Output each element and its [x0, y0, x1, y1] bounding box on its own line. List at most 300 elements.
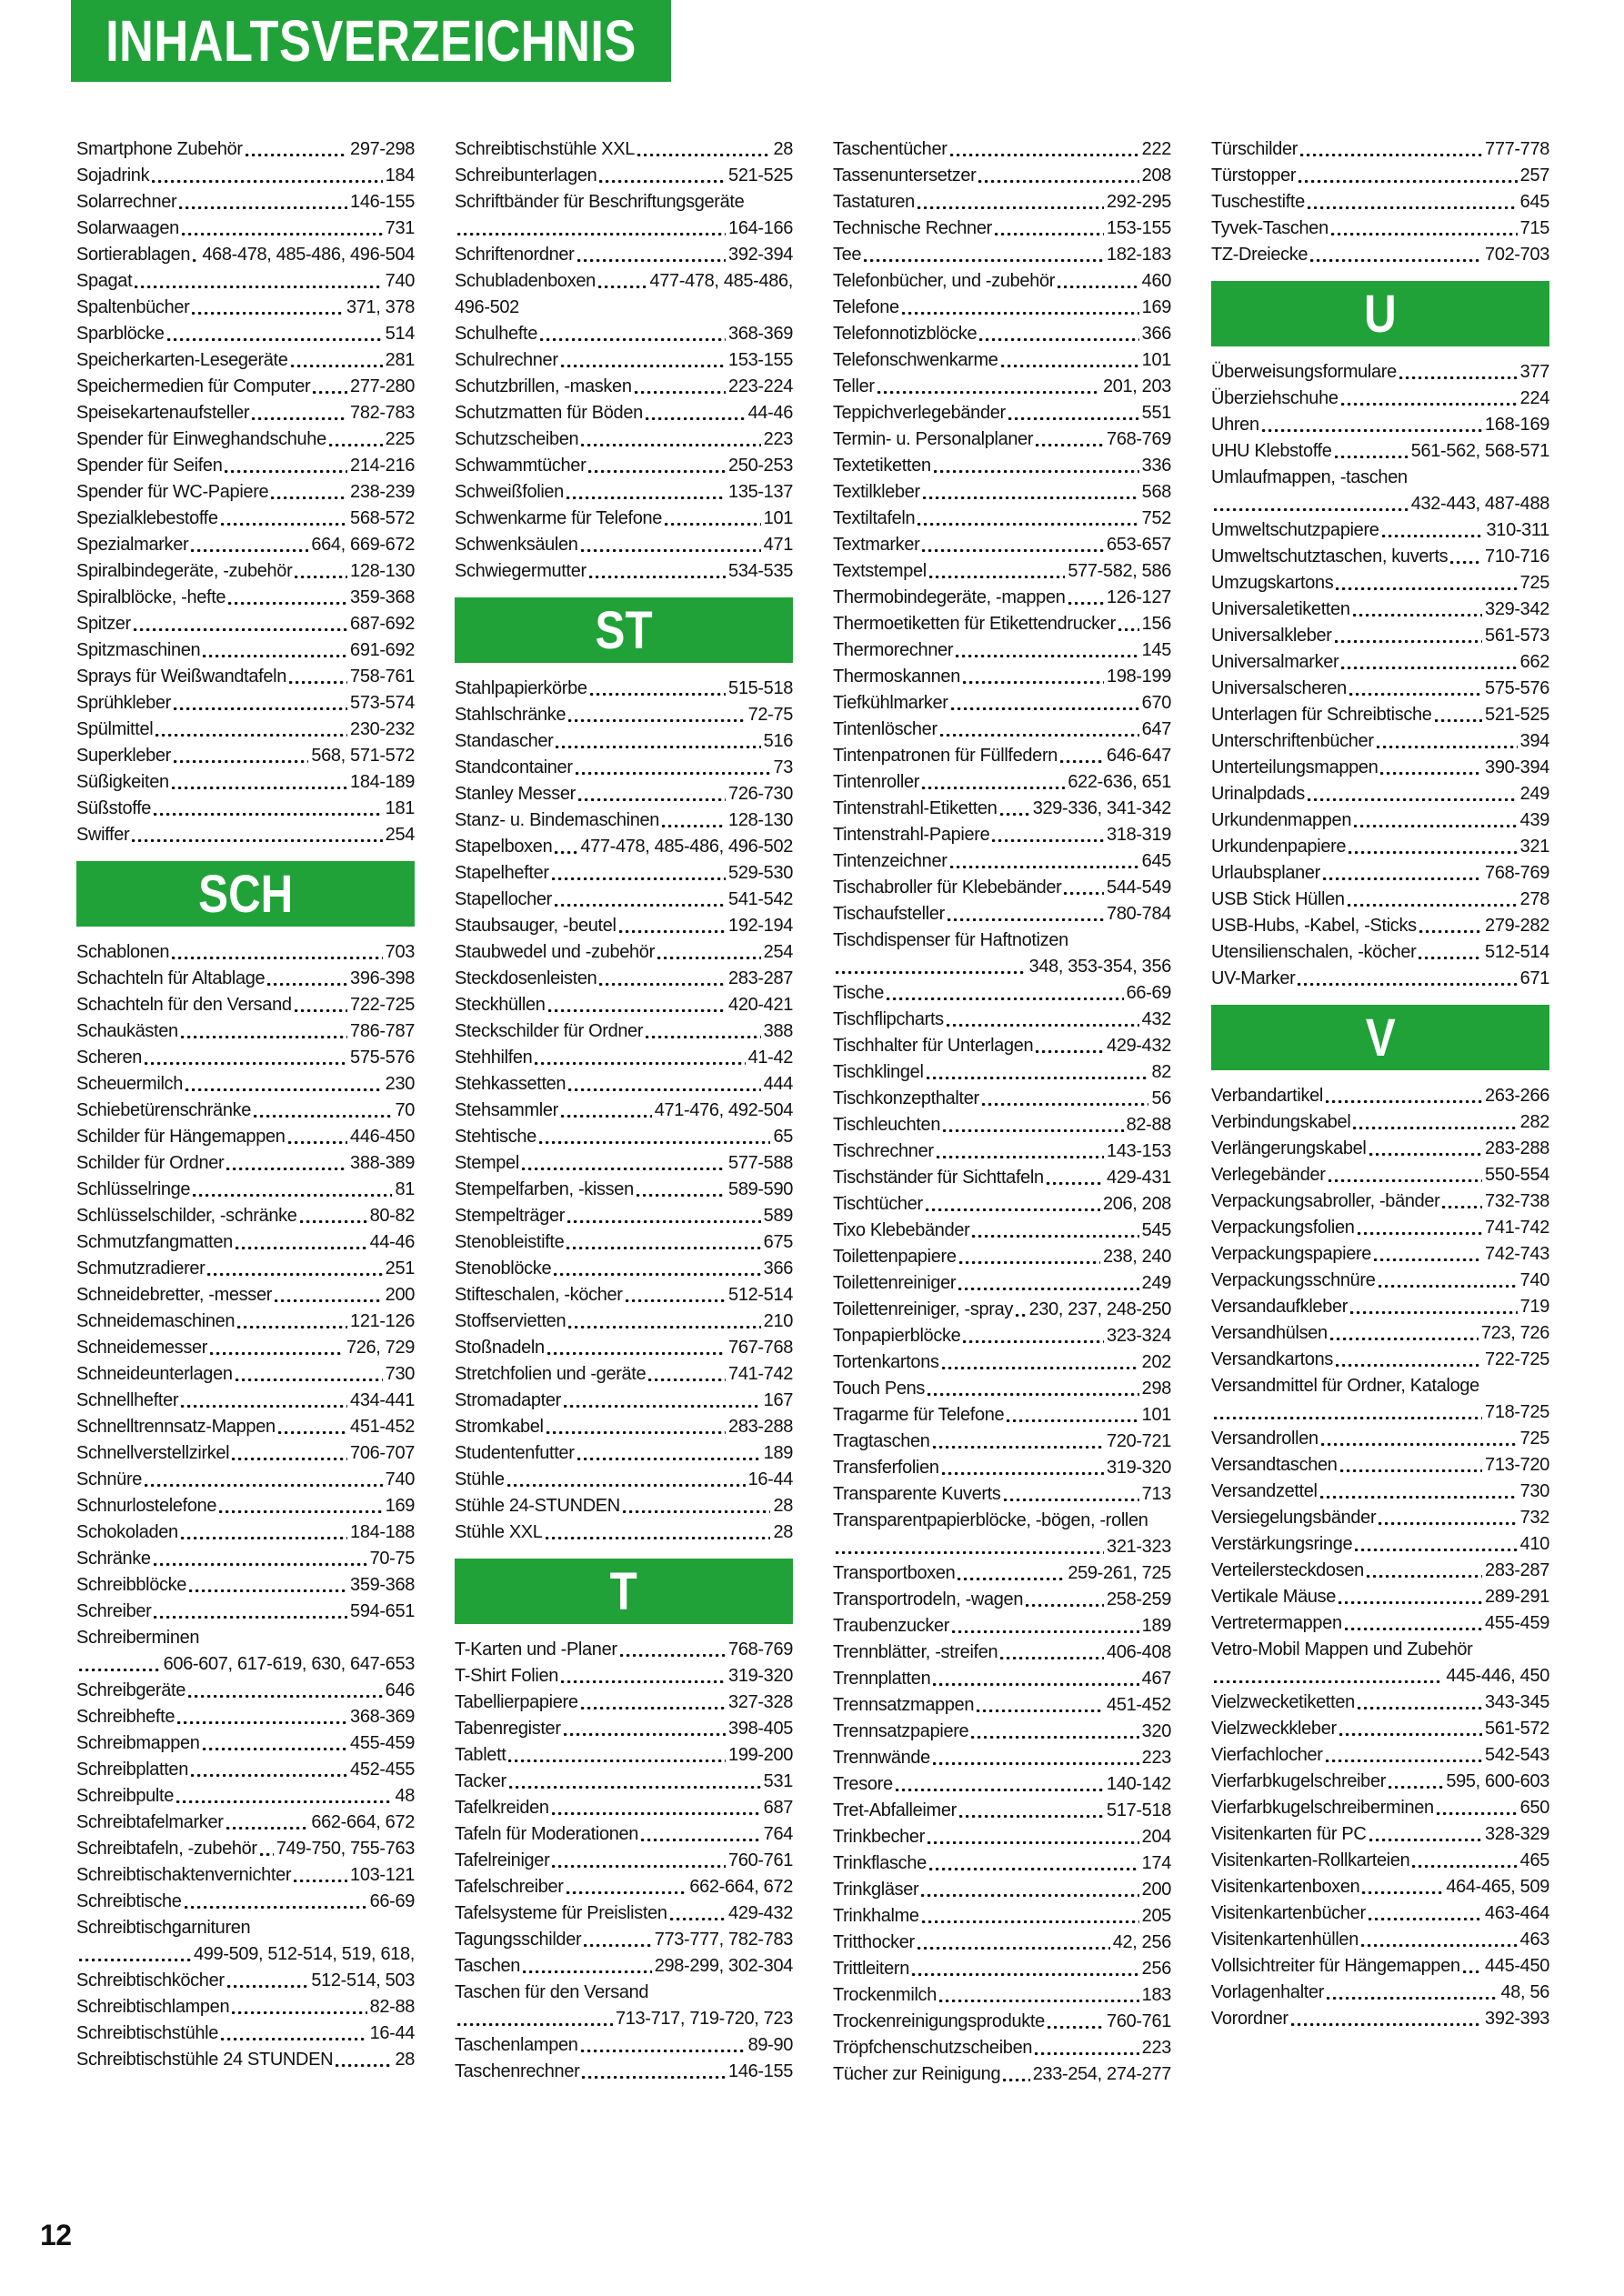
index-entry [455, 1742, 793, 1769]
dot-leader [1003, 2061, 1029, 2088]
index-entry [833, 980, 1171, 1007]
index-entry-label: Schreibtischstühle XXL [455, 139, 635, 159]
dot-leader [1338, 1584, 1482, 1610]
index-entry [1211, 966, 1549, 992]
dot-leader [210, 1335, 344, 1361]
index-entry [76, 1414, 415, 1440]
index-entry-label: Schlüsselschilder, -schränke [76, 1206, 297, 1226]
index-entry-pages: 146-155 [350, 192, 415, 212]
index-entry-pages: 298-299, 302-304 [654, 1956, 793, 1976]
dot-leader [1047, 1165, 1104, 1191]
index-entry [833, 1429, 1171, 1455]
index-entry [833, 717, 1171, 743]
index-entry-label: Schreiberminen [76, 1628, 200, 1648]
index-entry-label: Schreibtischstühle 24 STUNDEN [76, 2050, 334, 2070]
index-entry-pages: 577-588 [728, 1153, 793, 1173]
index-entry-label: Verpackungspapiere [1211, 1244, 1372, 1264]
index-entry-label: Termin- u. Personalplaner [833, 429, 1034, 449]
index-entry-label: Schachteln für den Versand [76, 995, 292, 1015]
index-entry [455, 1177, 793, 1203]
index-entry-label: Staubwedel und -zubehör [455, 942, 655, 962]
dot-leader [588, 453, 726, 479]
dot-leader [267, 966, 347, 992]
index-entry-label: Schnellhefter [76, 1390, 179, 1410]
index-entry [1211, 807, 1549, 834]
dot-leader [921, 1877, 1138, 1903]
index-entry-label: Vorlagenhalter [1211, 1982, 1325, 2002]
index-entry-pages: 719 [1519, 1297, 1549, 1317]
index-entry-label: Tintenpatronen für Füllfedern [833, 746, 1058, 766]
dot-leader [947, 1007, 1139, 1033]
title-banner [71, 0, 671, 82]
index-entry [1211, 1558, 1549, 1584]
index-entry [833, 1218, 1171, 1244]
index-entry-label: Telefonnotizblöcke [833, 324, 977, 344]
index-entry [455, 1414, 793, 1440]
index-entry-label: T-Karten und -Planer [455, 1639, 617, 1659]
index-entry [455, 400, 793, 426]
index-entry-pages: 691-692 [350, 640, 415, 660]
dot-leader [963, 1323, 1104, 1349]
index-entry [1211, 189, 1549, 216]
index-entry [833, 1745, 1171, 1771]
index-entry-label: Toilettenreiniger [833, 1273, 957, 1293]
dot-leader [646, 400, 746, 426]
index-entry [1211, 887, 1549, 913]
index-entry [833, 1349, 1171, 1376]
index-entry [833, 242, 1171, 268]
dot-leader [917, 506, 1138, 532]
index-entry-pages: 184 [385, 165, 415, 185]
index-entry [455, 163, 793, 189]
index-entry [1211, 517, 1549, 544]
index-entry-pages: 764 [763, 1824, 793, 1844]
index-entry [455, 2032, 793, 2059]
index-entry-pages: 292-295 [1107, 192, 1171, 212]
index-entry-pages: 758-761 [350, 667, 415, 687]
index-entry-pages: 429-432 [728, 1903, 793, 1923]
index-entry-label: Stromkabel [455, 1417, 544, 1437]
dot-leader [154, 1599, 347, 1625]
dot-leader [232, 1440, 347, 1467]
index-entry-label: Schaukästen [76, 1021, 178, 1041]
index-entry-pages: 82-88 [1126, 1115, 1171, 1135]
index-entry-pages: 477-478, 485-486, 496-502 [580, 837, 793, 857]
index-entry [833, 2035, 1171, 2061]
index-entry-label: Spiralblöcke, -hefte [76, 587, 226, 607]
index-entry [76, 1968, 415, 1994]
letter-banner-label: SCH [197, 864, 294, 924]
index-entry [1211, 1505, 1549, 1531]
dot-leader [207, 1256, 382, 1282]
index-entry-pages: 741-742 [728, 1364, 793, 1384]
index-entry [833, 1508, 1171, 1534]
index-entry [1211, 1795, 1549, 1821]
dot-leader [134, 611, 347, 637]
index-entry [76, 1308, 415, 1335]
index-entry-label: Trennwände [833, 1748, 930, 1768]
index-entry [76, 1098, 415, 1124]
index-entry [455, 242, 793, 268]
dot-leader [581, 426, 760, 453]
index-entry [1211, 136, 1549, 163]
index-entry [455, 1519, 793, 1546]
index-entry-pages: 760-761 [1107, 2011, 1171, 2031]
dot-leader [181, 1018, 347, 1045]
index-entry-pages: 164-166 [728, 218, 793, 238]
index-entry-label: Tagungsschilder [455, 1930, 582, 1950]
index-entry-label: Tischkonzepthalter [833, 1088, 979, 1108]
index-entry-pages: 70-75 [369, 1549, 415, 1569]
dot-leader [1026, 1587, 1104, 1613]
dot-leader [1378, 1505, 1517, 1531]
index-entry-pages: 73 [773, 757, 793, 777]
index-entry [76, 1889, 415, 1915]
index-entry [76, 1203, 415, 1229]
index-column-1 [76, 136, 415, 2073]
index-entry-label: Trockenmilch [833, 1985, 937, 2005]
index-entry-label: Vierfarbkugelschreiber [1211, 1771, 1387, 1791]
index-entry-pages: 343-345 [1485, 1692, 1549, 1712]
index-entry-label: Versandhülsen [1211, 1323, 1328, 1343]
index-entry-pages: 319-320 [1107, 1458, 1171, 1478]
dot-leader [1058, 268, 1139, 295]
index-entry [455, 702, 793, 728]
index-entry-label: Trockenreinigungsprodukte [833, 2011, 1045, 2031]
dot-leader [670, 1900, 726, 1927]
index-entry-pages: 542-543 [1485, 1745, 1549, 1765]
index-entry [1211, 1716, 1549, 1742]
index-entry-label: Umlaufmappen, -taschen [1211, 467, 1408, 487]
index-entry [1211, 1980, 1549, 2006]
index-entry [76, 1862, 415, 1889]
index-entry-pages: 725 [1519, 573, 1549, 593]
index-entry [833, 585, 1171, 611]
index-entry-pages: 254 [385, 825, 415, 845]
index-entry-pages: 263-266 [1485, 1086, 1549, 1106]
dot-leader [576, 755, 771, 781]
index-entry [833, 743, 1171, 769]
dot-leader [1367, 1558, 1482, 1584]
dot-leader [135, 268, 382, 295]
index-entry-pages: 499-509, 512-514, 519, 618, [194, 1944, 415, 1964]
index-entry-pages: 230, 237, 248-250 [1028, 1299, 1171, 1319]
index-entry-pages: 573-574 [350, 693, 415, 713]
index-entry-label: Textiltafeln [833, 508, 916, 528]
index-entry-pages: 432-443, 487-488 [1410, 494, 1549, 514]
index-entry [833, 1086, 1171, 1112]
index-entry-label: Schreibtischaktenvernichter [76, 1865, 292, 1885]
index-entry-label: Thermorechner [833, 640, 954, 660]
index-entry-pages: 28 [395, 2050, 415, 2070]
index-entry-label: Unterlagen für Schreibtische [1211, 705, 1432, 725]
index-entry [455, 755, 793, 781]
index-entry-label: Schiebetürenschränke [76, 1100, 252, 1120]
index-entry-pages: 201, 203 [1102, 376, 1171, 396]
index-entry-pages: 463-464 [1485, 1903, 1549, 1923]
index-entry [833, 453, 1171, 479]
index-entry-pages: 455-459 [350, 1733, 415, 1753]
dot-leader [226, 1150, 347, 1177]
dot-leader [203, 1730, 348, 1757]
index-entry [833, 1112, 1171, 1138]
dot-leader [552, 1795, 761, 1821]
index-entry [1211, 2006, 1549, 2032]
index-entry-label: Stoßnadeln [455, 1338, 545, 1358]
index-entry [833, 875, 1171, 901]
index-entry [833, 927, 1171, 954]
index-entry-label: Tacker [455, 1771, 506, 1791]
dot-leader [172, 939, 383, 966]
index-entry [76, 1546, 415, 1572]
dot-leader [79, 1651, 161, 1678]
index-entry-label: Transferfolien [833, 1458, 939, 1478]
index-entry [1211, 1320, 1549, 1347]
index-entry-label: Trennsatzmappen [833, 1695, 975, 1715]
dot-leader [1340, 1452, 1483, 1479]
dot-leader [912, 1956, 1139, 1982]
index-entry [833, 1534, 1171, 1560]
index-entry-label: Tiefkühlmarker [833, 693, 948, 713]
index-entry-label: Universalmarker [1211, 652, 1339, 672]
index-entry [455, 1716, 793, 1742]
dot-leader [509, 1769, 761, 1795]
index-entry-pages: 42, 256 [1112, 1932, 1171, 1952]
index-entry-pages: 282 [1519, 1112, 1549, 1132]
index-entry [76, 769, 415, 796]
index-entry-pages: 467 [1141, 1669, 1171, 1689]
dot-leader [951, 690, 1139, 717]
index-entry-label: Thermoetiketten für Etikettendrucker [833, 614, 1116, 634]
index-entry-label: Schilder für Hängemappen [76, 1127, 286, 1147]
index-entry-label: Tücher zur Reinigung [833, 2064, 1001, 2084]
index-entry-pages: 56 [1151, 1088, 1171, 1108]
index-entry-pages: 575-576 [350, 1048, 415, 1068]
index-entry [833, 1903, 1171, 1930]
index-entry-label: Stempelträger [455, 1206, 566, 1226]
dot-leader [185, 1071, 383, 1098]
index-entry-label: Vierfarbkugelschreiberminen [1211, 1798, 1434, 1818]
index-entry [76, 585, 415, 611]
index-entry-pages: 568 [1141, 482, 1171, 502]
index-entry-label: USB-Hubs, -Kabel, -Sticks [1211, 916, 1417, 936]
index-entry [455, 1663, 793, 1689]
index-entry [455, 347, 793, 374]
index-entry [1211, 1742, 1549, 1769]
dot-leader [1349, 676, 1482, 702]
index-entry-label: Taschenrechner [455, 2061, 580, 2081]
index-entry [1211, 755, 1549, 781]
index-entry-label: Verbandartikel [1211, 1086, 1323, 1106]
dot-leader [1358, 1215, 1483, 1241]
dot-leader [203, 637, 347, 664]
dot-leader [598, 268, 647, 295]
index-entry-pages: 742-743 [1485, 1244, 1549, 1264]
index-entry-pages: 653-657 [1107, 535, 1171, 555]
index-entry-pages: 210 [763, 1311, 793, 1331]
index-entry-label: Schulhefte [455, 324, 538, 344]
dot-leader [556, 728, 760, 755]
index-entry-pages: 752 [1141, 508, 1171, 528]
index-entry-label: Umweltschutztaschen, kuverts [1211, 546, 1449, 566]
dot-leader [864, 242, 1104, 268]
index-entry-pages: 723, 726 [1480, 1323, 1549, 1343]
index-entry-label: 496-502 [455, 297, 519, 317]
letter-banner-label: T [609, 1561, 638, 1621]
index-entry [76, 2020, 415, 2047]
dot-leader [568, 702, 745, 728]
dot-leader [1007, 1402, 1138, 1429]
dot-leader [1336, 1347, 1482, 1373]
dot-leader [336, 2047, 392, 2073]
index-entry-pages: 202 [1141, 1352, 1171, 1372]
dot-leader [181, 1519, 347, 1546]
index-entry-label: Stenoblöcke [455, 1258, 552, 1278]
dot-leader [599, 163, 726, 189]
index-entry-pages: 101 [763, 508, 793, 528]
index-entry [455, 1927, 793, 1953]
index-entry-label: Scheren [76, 1048, 143, 1068]
index-entry-label: Stifteschalen, -köcher [455, 1285, 623, 1305]
index-entry [76, 796, 415, 822]
dot-leader [1368, 1900, 1482, 1927]
dot-leader [971, 1719, 1138, 1745]
index-entry-label: Vertikale Mäuse [1211, 1587, 1337, 1607]
index-entry-label: Versandzettel [1211, 1481, 1318, 1501]
index-entry [455, 860, 793, 887]
index-entry [76, 216, 415, 242]
dot-leader [1321, 1426, 1518, 1452]
index-entry [833, 1560, 1171, 1587]
index-entry-label: Urkundenpapiere [1211, 837, 1347, 857]
index-entry [455, 807, 793, 834]
index-entry-pages: 740 [385, 271, 415, 291]
index-entry [76, 400, 415, 426]
dot-leader [581, 1689, 726, 1716]
dot-leader [1004, 1481, 1139, 1508]
index-entry-pages: 277-280 [350, 376, 415, 396]
index-entry-pages: 702-703 [1485, 245, 1549, 265]
index-entry [833, 1877, 1171, 1903]
index-entry-label: Umzugskartons [1211, 573, 1334, 593]
index-entry-label: Schreibblöcke [76, 1575, 187, 1595]
index-entry-label: Schreibpulte [76, 1786, 174, 1806]
dot-leader [154, 796, 383, 822]
index-entry-label: Vertretermappen [1211, 1613, 1342, 1633]
index-entry-pages: 410 [1519, 1534, 1549, 1554]
index-entry-label: Schreibtischköcher [76, 1970, 225, 1990]
index-entry-pages: 298 [1141, 1379, 1171, 1399]
index-entry [76, 664, 415, 690]
index-entry-label: Schulrechner [455, 350, 558, 370]
index-entry-label: Tintenstrahl-Papiere [833, 825, 990, 845]
index-entry-pages: 780-784 [1107, 904, 1171, 924]
index-entry [76, 1467, 415, 1493]
index-entry-label: Sojadrink [76, 165, 150, 185]
index-entry [833, 1191, 1171, 1218]
index-entry-pages: 767-768 [728, 1338, 793, 1358]
index-entry [76, 1282, 415, 1308]
index-entry-pages: 731 [385, 218, 415, 238]
index-entry [833, 1824, 1171, 1850]
index-entry-pages: 471 [763, 535, 793, 555]
index-entry [455, 1203, 793, 1229]
dot-leader [1339, 1716, 1482, 1742]
dot-leader [1399, 359, 1518, 386]
dot-leader [942, 1455, 1104, 1481]
dot-leader [1378, 1268, 1518, 1294]
index-entry-pages: 512-514 [1485, 942, 1549, 962]
index-entry [833, 690, 1171, 717]
index-entry-pages: 238-239 [350, 482, 415, 502]
index-entry-label: Tafelschreiber [455, 1877, 564, 1897]
dot-leader [188, 1678, 383, 1704]
index-entry [833, 1270, 1171, 1297]
index-entry-pages: 206, 208 [1102, 1194, 1171, 1214]
index-entry-label: Trittleitern [833, 1959, 909, 1979]
index-entry-pages: 320 [1141, 1721, 1171, 1741]
index-entry [833, 1402, 1171, 1429]
index-entry [1211, 1347, 1549, 1373]
dot-leader [275, 1282, 383, 1308]
index-entry [1211, 1663, 1549, 1689]
dot-leader [599, 966, 726, 992]
dot-leader [300, 1203, 367, 1229]
index-entry-label: Stempel [455, 1153, 519, 1173]
index-entry [1211, 1953, 1549, 1980]
index-entry-label: Schubladenboxen [455, 271, 596, 291]
index-entry [76, 189, 415, 216]
dot-leader [179, 189, 347, 216]
index-entry-label: Schreibtischstühle [76, 2023, 219, 2043]
index-entry-label: Tröpfchenschutzscheiben [833, 2038, 1033, 2058]
index-entry [1211, 1426, 1549, 1452]
dot-leader [1361, 1927, 1518, 1953]
index-entry-label: Tret-Abfalleimer [833, 1800, 957, 1820]
index-entry-pages: 477-478, 485-486, [649, 271, 793, 291]
index-entry [833, 321, 1171, 347]
index-entry-pages: 230 [385, 1074, 415, 1094]
index-entry-pages: 366 [1141, 324, 1171, 344]
index-entry [1211, 781, 1549, 807]
index-entry-pages: 230-232 [350, 719, 415, 739]
index-entry-pages: 183 [1141, 1985, 1171, 2005]
index-entry [455, 189, 793, 216]
index-entry-pages: 740 [1519, 1270, 1549, 1290]
page-number: 12 [40, 2219, 72, 2251]
dot-leader [979, 321, 1138, 347]
index-entry [76, 1625, 415, 1651]
index-entry-label: Staubsauger, -beutel [455, 916, 617, 936]
index-entry-label: Schwenksäulen [455, 535, 578, 555]
index-entry-pages: 169 [1141, 297, 1171, 317]
index-entry-pages: 153-155 [1107, 218, 1171, 238]
index-entry-pages: 200 [385, 1285, 415, 1305]
index-entry-label: Tintenlöscher [833, 719, 937, 739]
dot-leader [191, 532, 308, 558]
dot-leader [947, 901, 1104, 927]
index-entry-pages: 208 [1141, 165, 1171, 185]
index-entry [833, 1165, 1171, 1191]
index-entry-pages: 732 [1519, 1508, 1549, 1528]
index-entry-label: Tablett [455, 1745, 506, 1765]
index-entry [455, 558, 793, 585]
index-entry-label: Schreibmappen [76, 1733, 200, 1753]
index-entry [76, 1440, 415, 1467]
index-entry [833, 1956, 1171, 1982]
index-entry-label: Schreibtischgarnituren [76, 1918, 251, 1938]
dot-leader [995, 216, 1104, 242]
